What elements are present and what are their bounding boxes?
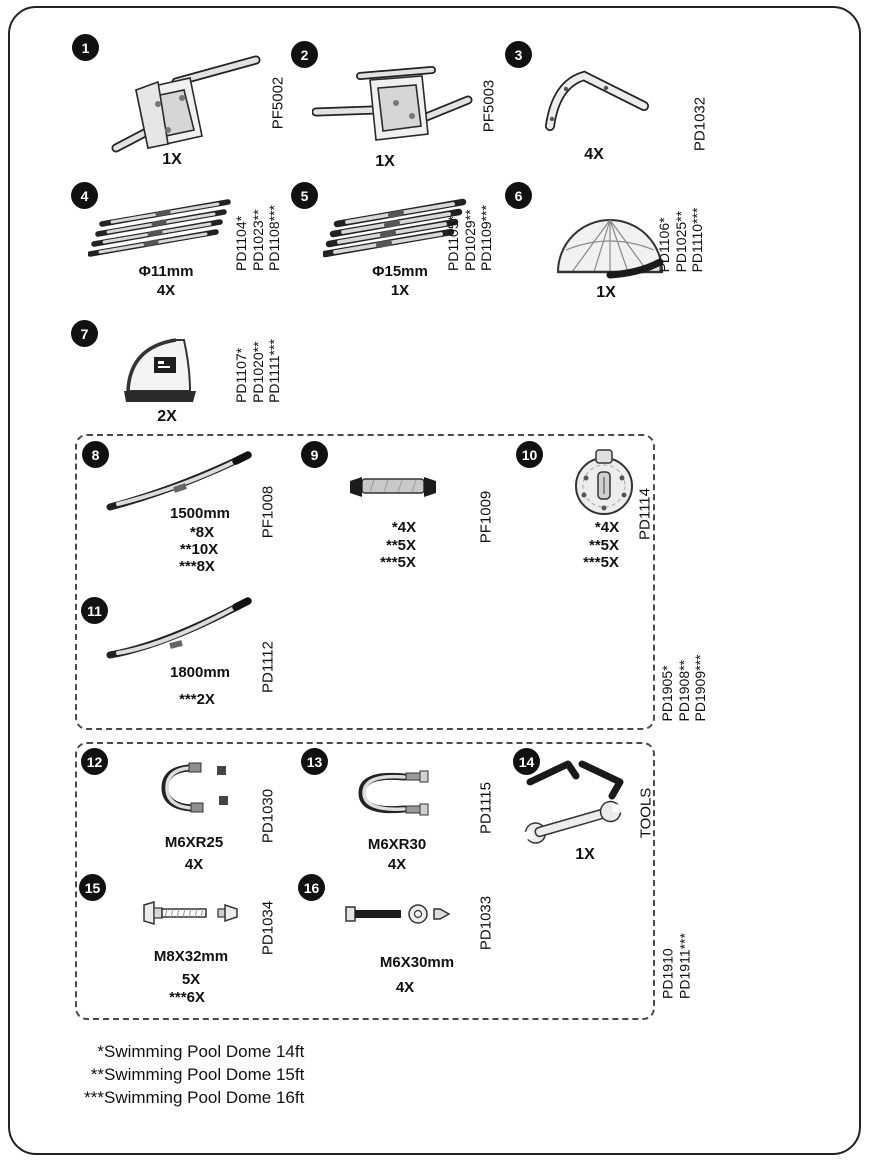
item-14-qty: 1X <box>575 846 595 863</box>
item-4-badge: 4 <box>71 182 98 209</box>
pole-group-codes <box>659 655 709 722</box>
item-15-label: M8X32mm <box>153 948 229 965</box>
item-3-code: PD1032 <box>691 96 709 152</box>
item-9-code: PF1009 <box>477 490 495 544</box>
footnote-16ft-text: Swimming Pool Dome 16ft <box>104 1088 305 1107</box>
item-12-ubolt-illustration <box>155 756 240 820</box>
footnote-15ft-stars: ** <box>90 1065 104 1084</box>
pole-group-code-2: PD1908** <box>675 659 692 722</box>
item-6-qty: 1X <box>596 284 616 301</box>
item-4-label: Φ11mm <box>138 263 194 280</box>
pole-group-code-1: PD1905* <box>659 665 676 722</box>
footnote-15ft-text: Swimming Pool Dome 15ft <box>104 1065 305 1084</box>
item-16-code: PD1033 <box>477 895 495 951</box>
item-11-code: PD1112 <box>259 641 277 693</box>
item-10-qty-15ft: **5X <box>588 537 620 554</box>
item-15-qty-14-15ft: 5X <box>181 971 201 988</box>
item-5-badge: 5 <box>291 182 318 209</box>
item-5-label: Φ15mm <box>372 263 428 280</box>
footnote-16ft <box>66 1086 304 1109</box>
item-5-codes <box>445 205 495 271</box>
item-9-qty-15ft: **5X <box>385 537 417 554</box>
item-7-code-3: PD1111*** <box>266 339 283 403</box>
item-4-pole-bundle-illustration <box>88 194 238 264</box>
item-14-badge: 14 <box>513 748 540 775</box>
item-8-qty-15ft: **10X <box>179 541 219 558</box>
item-4-codes <box>233 205 283 271</box>
item-8-qty-16ft: ***8X <box>179 558 215 575</box>
item-10-qty-14ft: *4X <box>594 519 620 536</box>
item-16-label: M6X30mm <box>379 954 455 971</box>
item-1-bracket-illustration <box>98 52 268 162</box>
item-10-plate-illustration <box>568 446 640 516</box>
item-1-code: PF5002 <box>269 76 287 130</box>
item-6-code-3: PD1110*** <box>689 207 706 273</box>
item-5-code-3: PD1109*** <box>478 205 495 271</box>
item-6-code-2: PD1025** <box>672 210 689 273</box>
item-6-dome-net-illustration <box>552 198 668 290</box>
item-11-label: 1800mm <box>169 664 231 681</box>
item-11-badge: 11 <box>81 597 108 624</box>
item-1-qty: 1X <box>162 151 182 168</box>
item-12-qty: 4X <box>184 856 204 873</box>
item-8-qty-14ft: *8X <box>189 524 215 541</box>
item-12-code: PD1030 <box>259 788 277 844</box>
item-13-ubolt-illustration <box>348 763 436 825</box>
item-5-code-2: PD1029** <box>461 209 478 271</box>
pole-group-code-3: PD1909*** <box>692 654 709 722</box>
item-16-bolt-washer-illustration <box>342 896 454 932</box>
item-11-pole-illustration <box>104 593 256 665</box>
item-16-badge: 16 <box>298 874 325 901</box>
item-14-tools-illustration <box>514 752 640 846</box>
item-8-badge: 8 <box>82 441 109 468</box>
item-6-codes <box>656 208 706 273</box>
item-15-bolt-illustration <box>140 897 245 931</box>
footnotes <box>66 1040 304 1109</box>
item-2-code: PF5003 <box>480 79 498 133</box>
item-12-label: M6XR25 <box>164 834 224 851</box>
item-7-code-2: PD1020** <box>249 341 266 403</box>
item-14-code: TOOLS <box>637 787 655 839</box>
item-8-label: 1500mm <box>169 505 231 522</box>
item-4-code-1: PD1104* <box>233 215 250 271</box>
hardware-group-code-2: PD1911*** <box>676 933 692 999</box>
footnote-15ft <box>66 1063 304 1086</box>
item-9-qty-14ft: *4X <box>391 519 417 536</box>
item-15-code: PD1034 <box>259 900 277 956</box>
item-6-code-1: PD1106* <box>656 217 673 273</box>
item-11-qty-16ft: ***2X <box>179 691 215 708</box>
hardware-group-codes <box>659 933 692 999</box>
item-15-qty-16ft: ***6X <box>169 989 205 1006</box>
item-9-strap-illustration <box>346 467 441 507</box>
item-3-curved-tube-illustration <box>540 62 655 144</box>
hardware-group-code-1: PD1910 <box>659 948 676 999</box>
item-7-codes <box>233 339 283 403</box>
item-16-qty: 4X <box>395 979 415 996</box>
item-7-code-1: PD1107* <box>233 347 250 403</box>
item-3-badge: 3 <box>505 41 532 68</box>
item-8-code: PF1008 <box>259 485 277 539</box>
item-9-qty-16ft: ***5X <box>380 554 416 571</box>
item-13-badge: 13 <box>301 748 328 775</box>
item-5-code-1: PD1105* <box>445 215 462 271</box>
item-4-code-3: PD1108*** <box>266 205 283 271</box>
item-10-badge: 10 <box>516 441 543 468</box>
item-7-badge: 7 <box>71 320 98 347</box>
item-1-badge: 1 <box>72 34 99 61</box>
footnote-14ft <box>66 1040 304 1063</box>
item-3-qty: 4X <box>584 146 604 163</box>
item-6-badge: 6 <box>505 182 532 209</box>
item-13-code: PD1115 <box>477 782 495 834</box>
item-10-qty-16ft: ***5X <box>583 554 619 571</box>
item-4-code-2: PD1023** <box>249 209 266 271</box>
item-7-panel-illustration <box>120 333 220 407</box>
item-10-code: PD1114 <box>636 488 654 540</box>
footnote-14ft-text: Swimming Pool Dome 14ft <box>104 1042 305 1061</box>
item-2-badge: 2 <box>291 41 318 68</box>
item-4-qty: 4X <box>156 282 176 299</box>
item-9-badge: 9 <box>301 441 328 468</box>
footnote-14ft-stars: * <box>97 1042 104 1061</box>
item-2-qty: 1X <box>375 153 395 170</box>
item-2-bracket-illustration <box>312 58 477 160</box>
item-7-qty: 2X <box>157 408 177 425</box>
footnote-16ft-stars: *** <box>84 1088 104 1107</box>
item-15-badge: 15 <box>79 874 106 901</box>
item-13-qty: 4X <box>387 856 407 873</box>
item-5-qty: 1X <box>390 282 410 299</box>
item-12-badge: 12 <box>81 748 108 775</box>
item-13-label: M6XR30 <box>367 836 427 853</box>
